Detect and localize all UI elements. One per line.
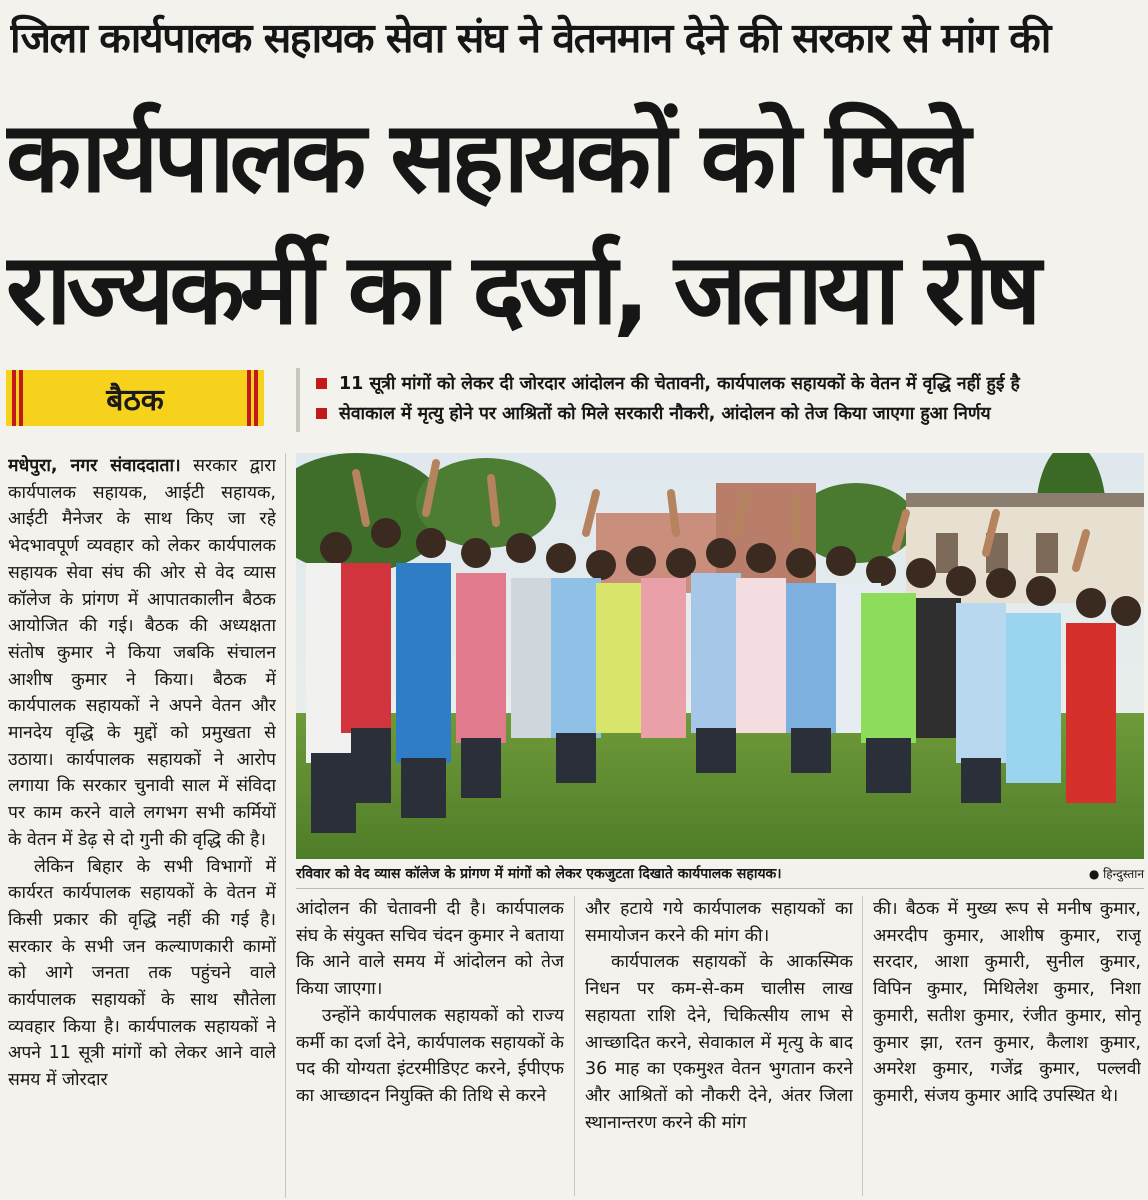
article-paragraph: लेकिन बिहार के सभी विभागों में कार्यरत कार्यपालक सहायकों के वेतन में किसी प्रकार की वृद्धि नहीं की गई है। सरकार के सभी जन कल्याणकारी कामों को आगे जनता तक पहुंचने वाले कार्यपालक सहायकों के साथ सौतेला व्यवहार किया है। कार्यपालक सहायकों ने अपने 11 सूत्री मांगों को लेकर आने वाले समय में जोरदार: [8, 856, 276, 1091]
article-paragraph: आंदोलन की चेतावनी दी है। कार्यपालक संघ के संयुक्त सचिव चंदन कुमार ने बताया कि आने वाले समय में आंदोलन को तेज किया जाएगा।: [296, 899, 564, 1000]
stripe-decoration: [19, 370, 23, 426]
stripe-decoration: [12, 370, 16, 426]
highlight-item: [300, 398, 1136, 428]
dateline: मधेपुरा, नगर संवाददाता।: [8, 456, 181, 476]
article-column-1: [8, 453, 276, 1198]
section-label-text: बैठक: [106, 382, 164, 418]
headline-line-1: कार्यपालक सहायकों को मिले: [6, 101, 966, 215]
news-photo: [296, 453, 1144, 859]
column-divider: [574, 896, 575, 1196]
caption-text: रविवार को वेद व्यास कॉलेज के प्रांगण में मांगों को लेकर एकजुटता दिखाते कार्यपालक सहायक।: [296, 866, 782, 882]
photo-caption: [296, 862, 1144, 886]
section-label: [6, 370, 264, 426]
highlight-text: 11 सूत्री मांगों को लेकर दी जोरदार आंदोलन की चेतावनी, कार्यपालक सहायकों के वेतन में वृद्धि नहीं हुई है: [339, 374, 1020, 394]
column-divider: [862, 896, 863, 1196]
article-paragraph: की। बैठक में मुख्य रूप से मनीष कुमार, अमरदीप कुमार, आशीष कुमार, राजू सरदार, आशा कुमारी, सुनील कुमार, विपिन कुमार, मिथिलेश कुमार, निशा कुमारी, सतीश कुमार, रंजीत कुमार, सोनू कुमार झा, रतन कुमार, कैलाश कुमार, अमरेश कुमार, गजेंद्र कुमार, पल्लवी कुमारी, संजय कुमार आदि उपस्थित थे।: [873, 899, 1141, 1106]
group-photo-illustration: [296, 453, 1144, 859]
main-headline: [6, 92, 1142, 356]
article-paragraph: उन्होंने कार्यपालक सहायकों को राज्य कर्मी का दर्जा देने, कार्यपालक सहायकों के पद की योग्यता इंटरमीडिएट करने, ईपीएफ का आच्छादन नियुक्ति की तिथि से करने: [296, 1005, 564, 1106]
highlights-box: [296, 368, 1136, 432]
article-column-2: [296, 896, 564, 1196]
highlight-text: सेवाकाल में मृत्यु होने पर आश्रितों को मिले सरकारी नौकरी, आंदोलन को तेज किया जाएगा हुआ निर्णय: [339, 404, 991, 424]
highlight-item: [300, 368, 1136, 398]
stripe-decoration: [247, 370, 251, 426]
article-paragraph: [8, 453, 276, 854]
article-column-3: [585, 896, 853, 1196]
column-divider: [285, 453, 286, 1198]
kicker-headline: जिला कार्यपालक सहायक सेवा संघ ने वेतनमान देने की सरकार से मांग की: [10, 14, 1050, 62]
headline-line-2: राज्यकर्मी का दर्जा, जताया रोष: [6, 233, 1037, 347]
article-paragraph: और हटाये गये कार्यपालक सहायकों का समायोजन करने की मांग की।: [585, 899, 853, 946]
bullet-square-icon: [316, 378, 327, 389]
caption-divider: [296, 888, 1144, 889]
article-column-4: [873, 896, 1141, 1196]
paragraph-text: सरकार द्वारा कार्यपालक सहायक, आईटी सहायक, आईटी मैनेजर के साथ किए जा रहे भेदभावपूर्ण व्यवहार को लेकर कार्यपालक सहायक सेवा संघ की ओर से वेद व्यास कॉलेज के प्रांगण में आपातकालीन बैठक आयोजित की गई। बैठक की अध्यक्षता संतोष कुमार ने किया जबकि संचालन आशीष कुमार ने किया। बैठक में कार्यपालक सहायकों ने अपने वेतन और मानदेय वृद्धि के मुद्दों को प्रमुखता से उठाया। कार्यपालक सहायकों ने आरोप लगाया कि सरकार चुनावी साल में संविदा पर काम करने वाले लगभग सभी कर्मियों के वेतन में डेढ़ से दो गुनी की वृद्धि की है।: [8, 456, 276, 850]
bullet-square-icon: [316, 408, 327, 419]
stripe-decoration: [254, 370, 258, 426]
photo-credit: ● हिन्दुस्तान: [1088, 867, 1144, 881]
article-paragraph: कार्यपालक सहायकों के आकस्मिक निधन पर कम-से-कम चालीस लाख सहायता राशि देने, चिकित्सीय लाभ से आच्छादित करने, सेवाकाल में मृत्यु के बाद 36 माह का एकमुश्त वेतन भुगतान करने और आश्रितों को नौकरी देने, अंतर जिला स्थानान्तरण करने की मांग: [585, 952, 853, 1133]
